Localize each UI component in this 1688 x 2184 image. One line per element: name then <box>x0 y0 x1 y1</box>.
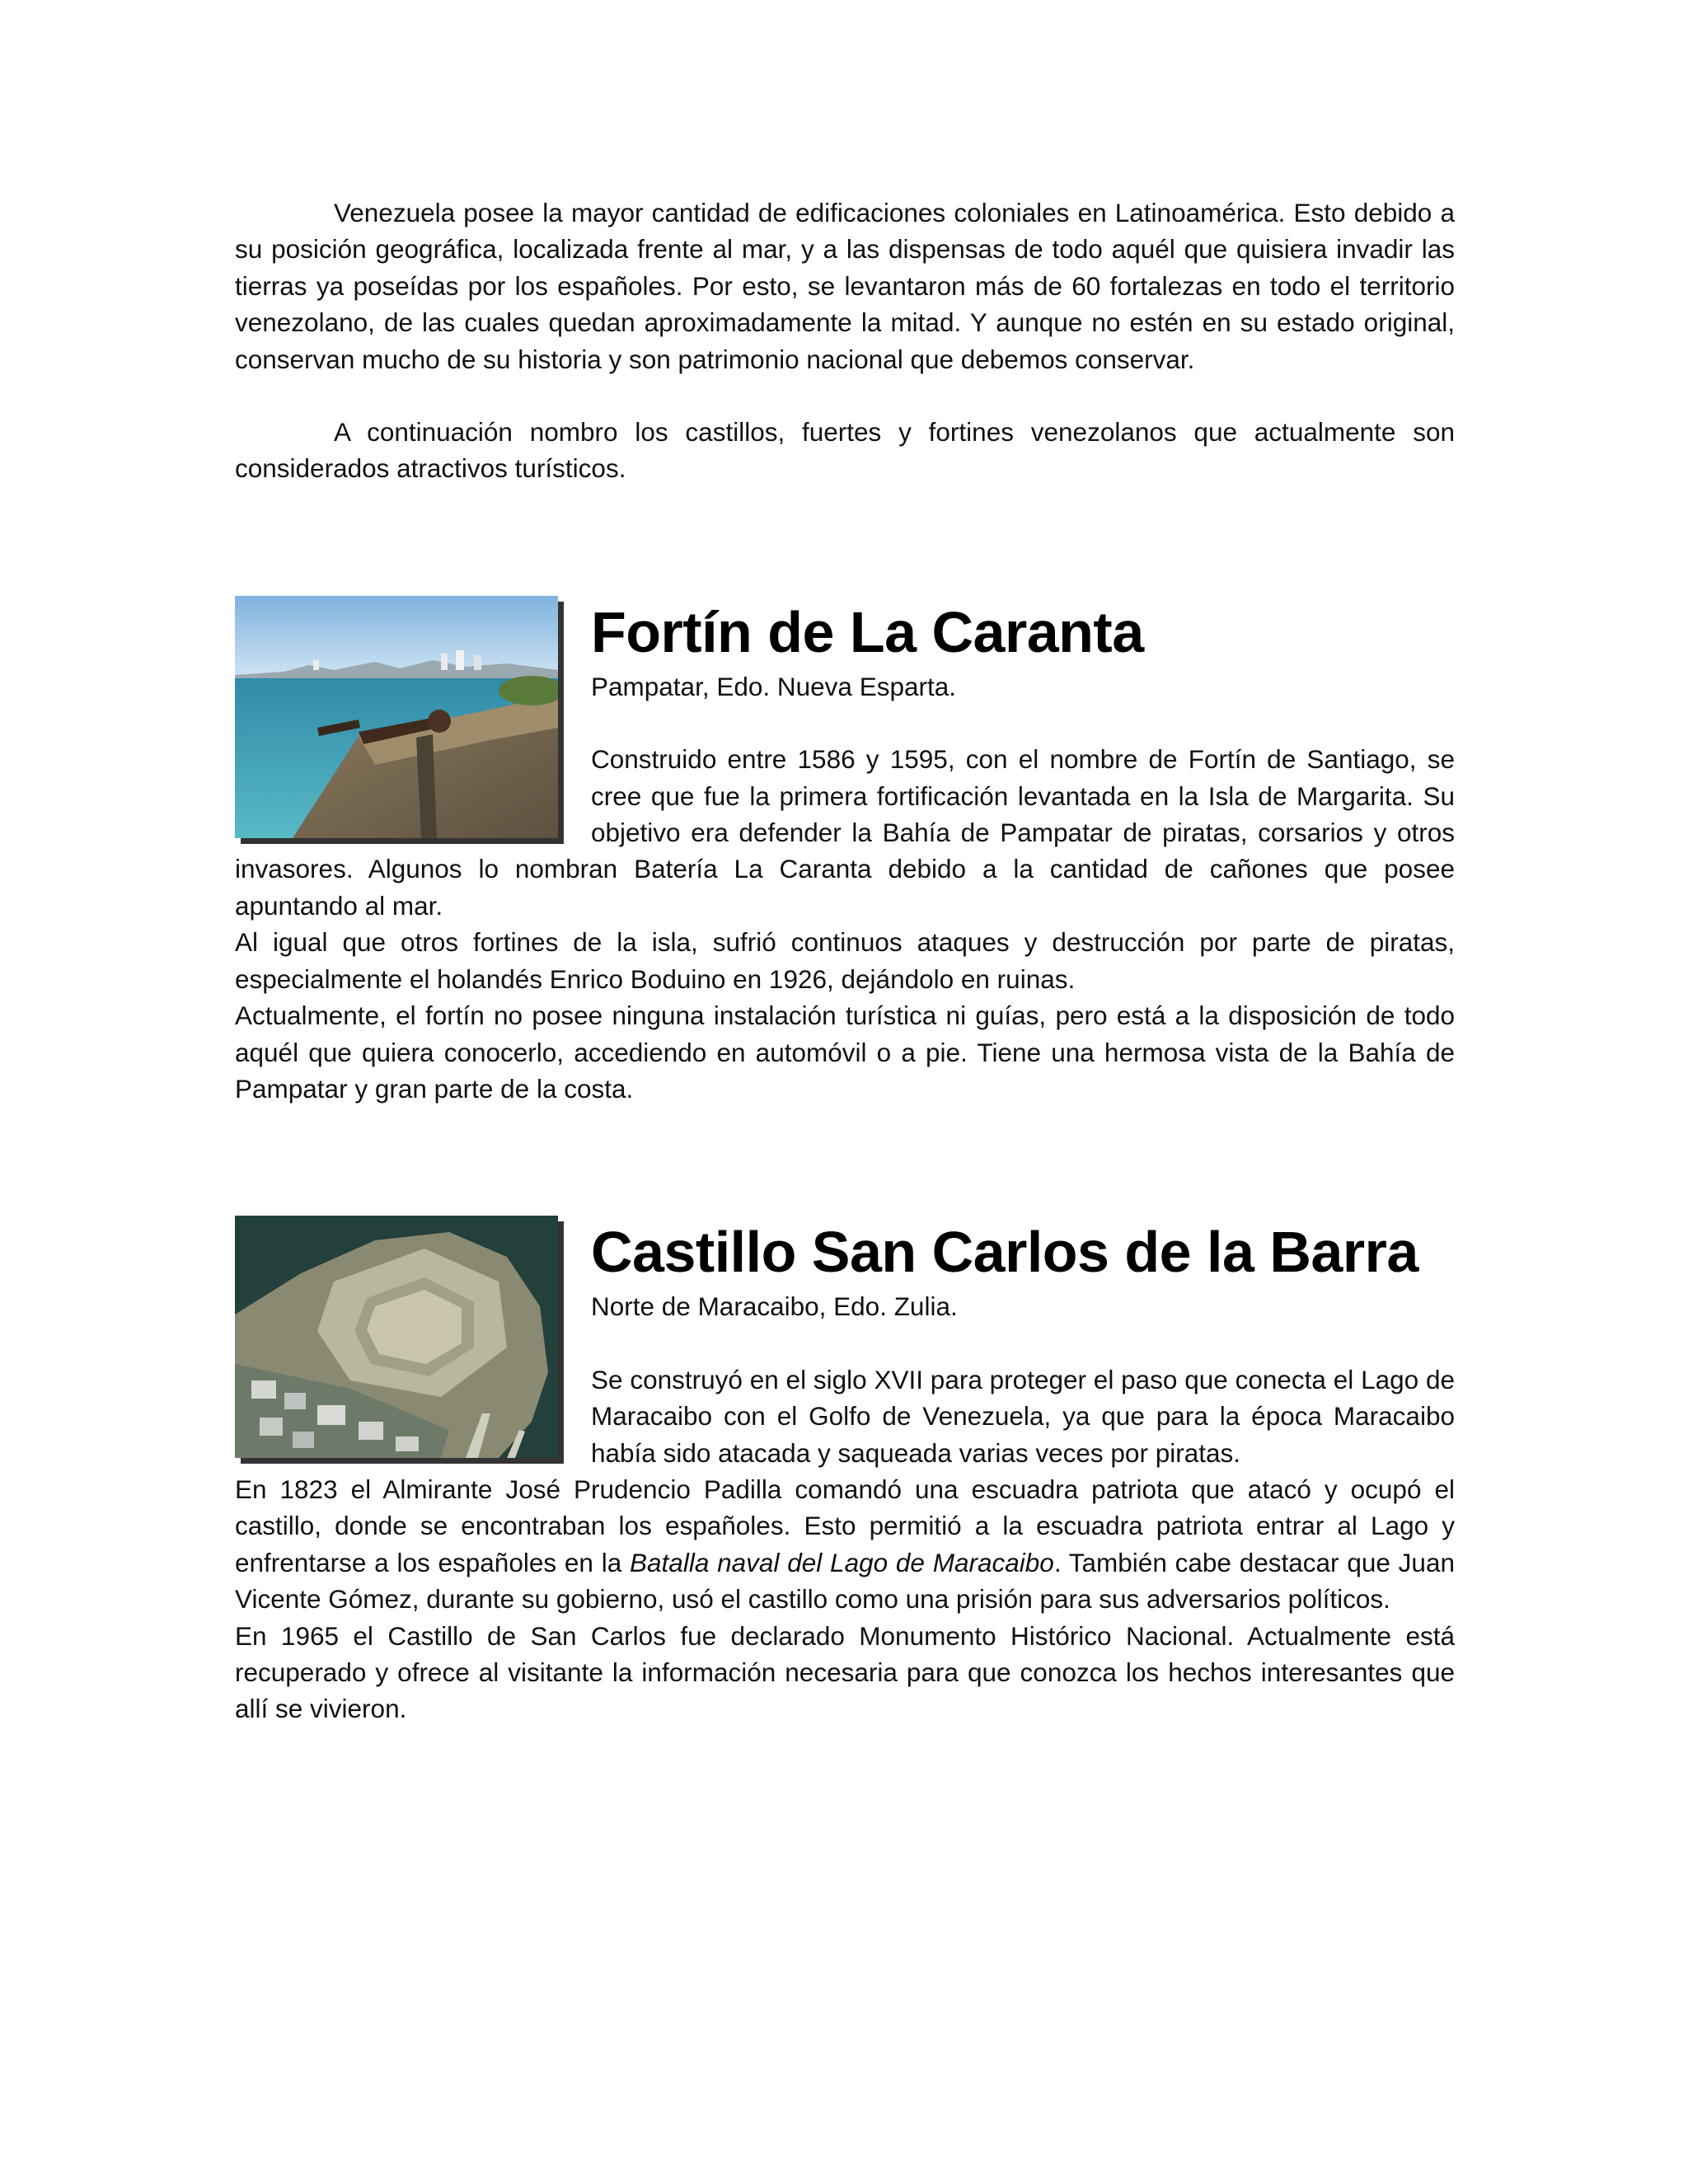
battle-name-italic: Batalla naval del Lago de Maracaibo <box>630 1547 1054 1577</box>
section-paragraph: Actualmente, el fortín no posee ninguna instalación turística ni guías, pero está a la disposición de todo aquél que quiera conocerlo, accediendo en automóvil o a pie. Tiene una hermosa vista de la Bahía de Pampatar y gran parte de la costa. <box>235 1001 1455 1104</box>
section-title: Castillo San Carlos de la Barra <box>591 1220 1418 1285</box>
section-spacer <box>235 1107 1455 1216</box>
section-paragraph: Construido entre 1586 y 1595, con el nombre de Fortín de Santiago, se cree que fue la primera fortificación levantada en la Isla de Margarita. Su objetivo era defender la Bahía de Pampatar de piratas, corsarios y otros invasores. Algunos lo nombran Batería La Caranta debido a la cantidad de cañones que posee apuntando al mar. <box>235 744 1455 921</box>
section-fortin-la-caranta <box>235 596 1455 1107</box>
coastal-fort-cannon-photo <box>235 596 558 838</box>
coastal-fort-photo-icon <box>235 596 558 838</box>
section-paragraph <box>235 1471 1455 1618</box>
aerial-castle-photo-icon <box>235 1216 558 1458</box>
aerial-castle-photo <box>235 1216 558 1458</box>
section-castillo-san-carlos <box>235 1216 1455 1727</box>
section-paragraph: Al igual que otros fortines de la isla, sufrió continuos ataques y destrucción por parte de piratas, especialmente el holandés Enrico Boduino en 1926, dejándolo en ruinas. <box>235 927 1455 994</box>
paragraph-spacer <box>235 377 1455 414</box>
section-spacer <box>235 487 1455 596</box>
section-paragraph: Se construyó en el siglo XVII para proteger el paso que conecta el Lago de Maracaibo con el Golfo de Venezuela, ya que para la época Maracaibo había sido atacada y saqueada varias veces por piratas. <box>591 1364 1455 1468</box>
section-location: Norte de Maracaibo, Edo. Zulia. <box>591 1291 958 1322</box>
paragraph-text: En 1823 el Almirante José Prudencio Padilla comandó una escuadra patriota que atacó y ocupó el castillo, donde se encontraban los españoles. Esto permitió a la escuadra patriota entrar al Lago y enfrentarse a los españoles en la <box>235 1474 1455 1577</box>
section-paragraph: En 1965 el Castillo de San Carlos fue declarado Monumento Histórico Nacional. Actualmente está recuperado y ofrece al visitante la información necesaria para que conozca los hechos interesantes que allí se vivieron. <box>235 1620 1455 1724</box>
paragraph-text: . También cabe destacar que Juan Vicente Gómez, durante su gobierno, usó el castillo como una prisión para sus adversarios políticos. <box>235 1547 1455 1615</box>
section-location: Pampatar, Edo. Nueva Esparta. <box>591 671 956 701</box>
intro-paragraph-2: A continuación nombro los castillos, fuertes y fortines venezolanos que actualmente son considerados atractivos turísticos. <box>235 417 1455 484</box>
document-body <box>235 194 1455 1727</box>
intro-paragraph-1: Venezuela posee la mayor cantidad de edificaciones coloniales en Latinoamérica. Esto debido a su posición geográfica, localizada frente al mar, y a las dispensas de todo aquél que quisiera invadir las tierras ya poseídas por los españoles. Por esto, se levantaron más de 60 fortalezas en todo el territorio venezolano, de las cuales quedan aproximadamente la mitad. Y aunque no estén en su estado original, conservan mucho de su historia y son patrimonio nacional que debemos conservar. <box>235 198 1455 374</box>
section-title: Fortín de La Caranta <box>591 599 1144 664</box>
